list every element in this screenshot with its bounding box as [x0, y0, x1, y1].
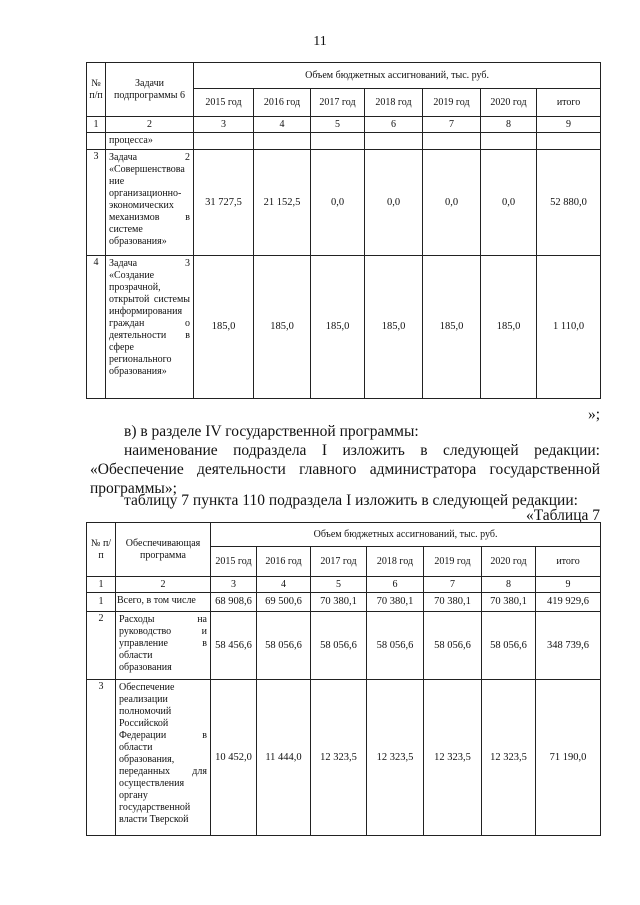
index-cell: 8	[481, 117, 537, 133]
index-cell: 4	[257, 577, 311, 593]
row-value: 21 152,5	[254, 150, 311, 256]
index-cell: 3	[211, 577, 257, 593]
header-year: 2018 год	[365, 89, 423, 117]
row-value: 58 056,6	[482, 612, 536, 680]
header-budget: Объем бюджетных ассигнований, тыс. руб.	[194, 63, 601, 89]
header-budget: Объем бюджетных ассигнований, тыс. руб.	[211, 523, 601, 547]
table-row	[87, 593, 601, 612]
amendment-line-2a: наименование подраздела I изложить в следующей редакции:	[124, 442, 600, 459]
row-value: 70 380,1	[367, 593, 424, 612]
header-total: итого	[536, 547, 601, 577]
row-total: 71 190,0	[536, 680, 601, 836]
header-year: 2020 год	[482, 547, 536, 577]
index-cell: 5	[311, 117, 365, 133]
row-value: 68 908,6	[211, 593, 257, 612]
row-value: 10 452,0	[211, 680, 257, 836]
table-7	[86, 522, 601, 836]
row-value: 0,0	[423, 150, 481, 256]
amendment-line-1: в) в разделе IV государственной программы:	[124, 423, 419, 440]
table-row	[87, 680, 601, 836]
index-cell: 8	[482, 577, 536, 593]
row-program: Обеспечение реализации полномочий Российской Федерации в области образования, переданных для осуществления органу государственной власти Тверской	[116, 680, 211, 836]
header-year: 2016 год	[254, 89, 311, 117]
page-number: 11	[313, 34, 327, 49]
row-num: 3	[87, 150, 106, 256]
row-program: Всего, в том числе	[116, 593, 211, 612]
row-value: 31 727,5	[194, 150, 254, 256]
header-year: 2015 год	[194, 89, 254, 117]
table-row	[87, 256, 601, 399]
index-cell: 2	[116, 577, 211, 593]
index-cell: 1	[87, 577, 116, 593]
row-task: Задача 2 «Совершенствова ние организационно-экономических механизмов в системе образования»	[106, 150, 194, 256]
header-total: итого	[537, 89, 601, 117]
amendment-line-3: таблицу 7 пункта 110 подраздела I изложить в следующей редакции:	[124, 492, 578, 509]
row-total: 348 739,6	[536, 612, 601, 680]
header-year: 2019 год	[423, 89, 481, 117]
index-cell: 7	[423, 117, 481, 133]
row-value: 58 056,6	[311, 612, 367, 680]
header-num: № п/п	[87, 523, 116, 577]
index-cell: 7	[424, 577, 482, 593]
row-total: 419 929,6	[536, 593, 601, 612]
row-value: 69 500,6	[257, 593, 311, 612]
row-value: 70 380,1	[311, 593, 367, 612]
row-value: 0,0	[481, 150, 537, 256]
row-num: 2	[87, 612, 116, 680]
row-value: 11 444,0	[257, 680, 311, 836]
index-row	[87, 577, 601, 593]
header-year: 2016 год	[257, 547, 311, 577]
header-year: 2017 год	[311, 89, 365, 117]
row-value: 12 323,5	[424, 680, 482, 836]
row-task: Задача 3 «Создание прозрачной, открытой системы информирования граждан о деятельности в сфере регионального образования»	[106, 256, 194, 399]
row-value: 185,0	[194, 256, 254, 399]
continuation-row	[87, 133, 601, 150]
table-caption: «Таблица 7	[525, 507, 600, 524]
index-cell: 9	[536, 577, 601, 593]
row-value: 0,0	[365, 150, 423, 256]
closing-mark: »;	[587, 406, 600, 423]
header-num: № п/п	[87, 63, 106, 117]
row-program: Расходы на руководство и управление в области образования	[116, 612, 211, 680]
row-value: 12 323,5	[311, 680, 367, 836]
table-row	[87, 150, 601, 256]
index-cell: 9	[537, 117, 601, 133]
row-value: 58 456,6	[211, 612, 257, 680]
row-value: 58 056,6	[257, 612, 311, 680]
row-value: 12 323,5	[482, 680, 536, 836]
row-total: 52 880,0	[537, 150, 601, 256]
header-year: 2017 год	[311, 547, 367, 577]
row-num: 3	[87, 680, 116, 836]
header-year: 2015 год	[211, 547, 257, 577]
row-value: 70 380,1	[482, 593, 536, 612]
index-cell: 2	[106, 117, 194, 133]
continuation-text: процесса»	[106, 133, 194, 150]
header-year: 2018 год	[367, 547, 424, 577]
index-cell: 3	[194, 117, 254, 133]
row-num: 1	[87, 593, 116, 612]
header-year: 2019 год	[424, 547, 482, 577]
index-cell: 1	[87, 117, 106, 133]
index-cell: 6	[365, 117, 423, 133]
index-cell: 5	[311, 577, 367, 593]
index-row	[87, 117, 601, 133]
header-program: Обеспечивающая программа	[116, 523, 211, 577]
table-6-continuation	[86, 62, 601, 399]
index-cell: 6	[367, 577, 424, 593]
row-value: 185,0	[254, 256, 311, 399]
row-value: 0,0	[311, 150, 365, 256]
row-value: 58 056,6	[424, 612, 482, 680]
header-task: Задачи подпрограммы 6	[106, 63, 194, 117]
amendment-line-2c: программы»;	[90, 480, 177, 497]
row-value: 58 056,6	[367, 612, 424, 680]
index-cell: 4	[254, 117, 311, 133]
row-value: 185,0	[423, 256, 481, 399]
row-value: 70 380,1	[424, 593, 482, 612]
row-value: 185,0	[311, 256, 365, 399]
amendment-line-2b: «Обеспечение деятельности главного администратора государственной	[90, 461, 600, 478]
row-value: 185,0	[481, 256, 537, 399]
row-num: 4	[87, 256, 106, 399]
table-row	[87, 612, 601, 680]
row-total: 1 110,0	[537, 256, 601, 399]
header-year: 2020 год	[481, 89, 537, 117]
row-value: 12 323,5	[367, 680, 424, 836]
row-value: 185,0	[365, 256, 423, 399]
